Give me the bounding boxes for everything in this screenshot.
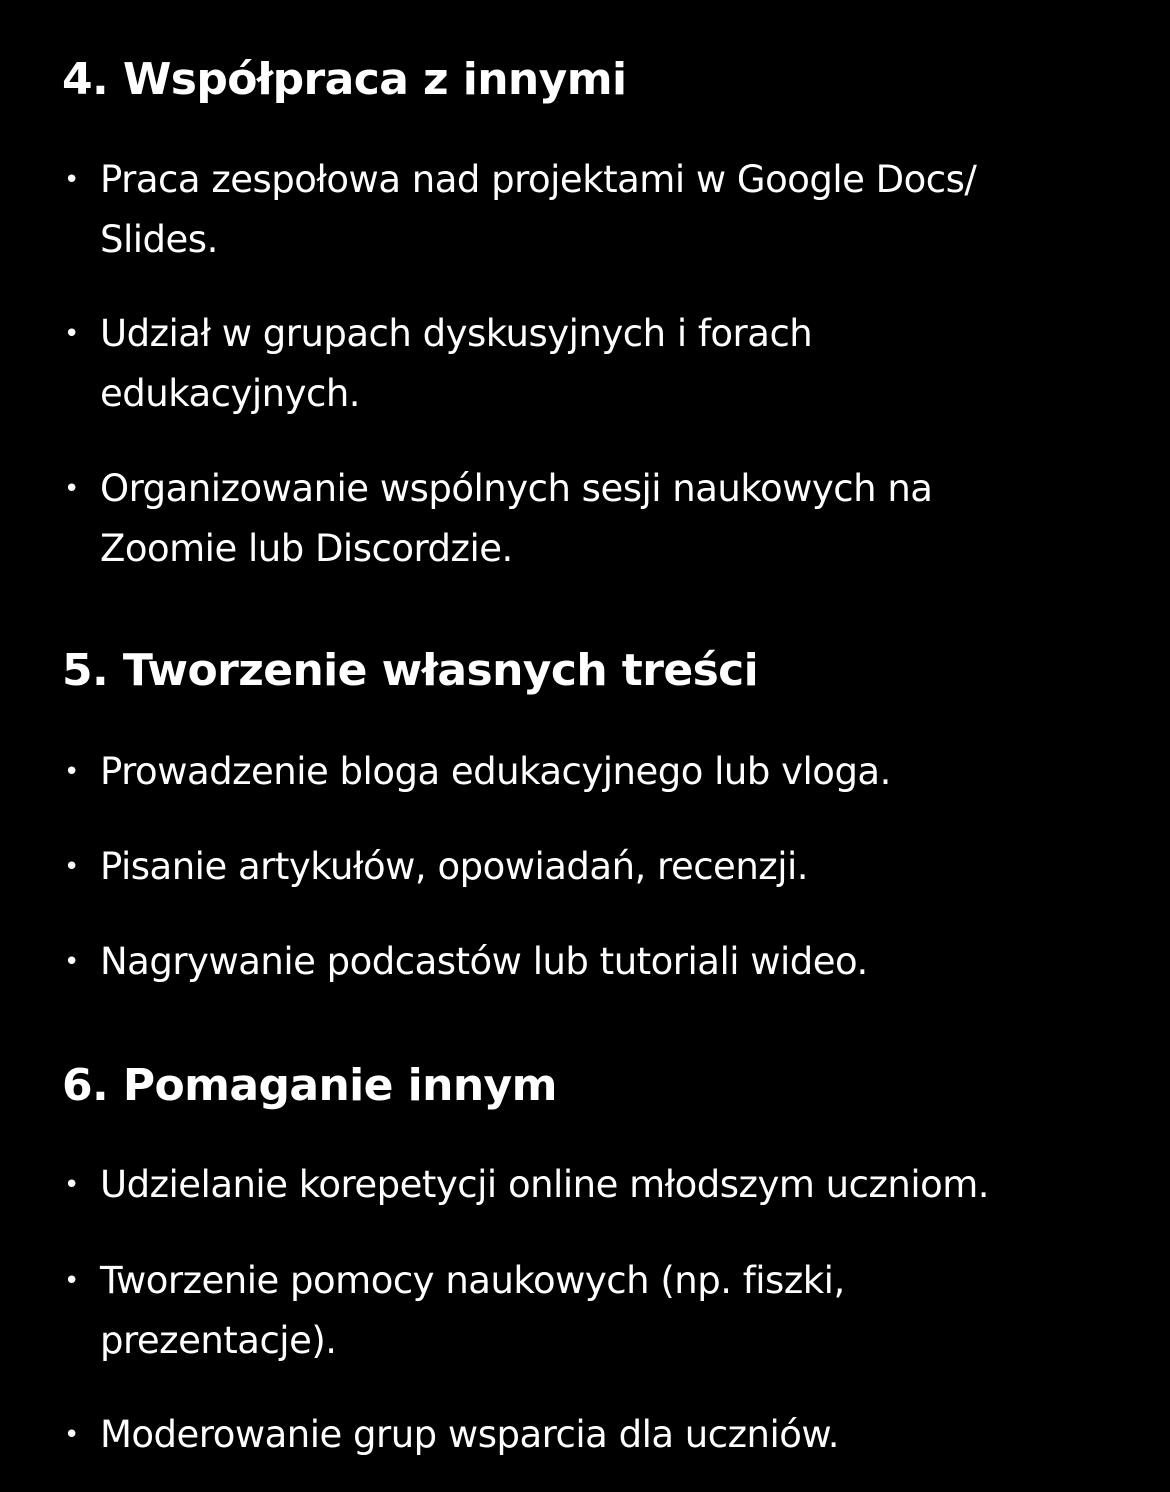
- bullet-icon: •: [64, 165, 80, 195]
- list-item-text-cont: edukacyjnych.: [100, 372, 361, 415]
- list-item: [62, 932, 1122, 992]
- list-item-text: Nagrywanie podcastów lub tutoriali wideo.: [100, 940, 868, 983]
- bullet-icon: •: [64, 1266, 80, 1296]
- list-item-text: Pisanie artykułów, opowiadań, recenzji.: [100, 845, 809, 888]
- list-item-text: Prowadzenie bloga edukacyjnego lub vloga.: [100, 750, 891, 793]
- list-item-text: Udział w grupach dyskusyjnych i forach: [100, 312, 813, 355]
- bullet-icon: •: [64, 1420, 80, 1450]
- bullet-icon: •: [64, 1170, 80, 1200]
- list-item: [62, 304, 1122, 424]
- bullet-icon: •: [64, 947, 80, 977]
- list-item: [62, 1251, 1122, 1371]
- list-item-text-cont: Slides.: [100, 218, 218, 261]
- list-item-text: Organizowanie wspólnych sesji naukowych na: [100, 467, 933, 510]
- list-item-text: Moderowanie grup wsparcia dla uczniów.: [100, 1413, 839, 1456]
- list-item: [62, 459, 1122, 579]
- bullet-icon: •: [64, 852, 80, 882]
- list-item: [62, 150, 1122, 270]
- list-item-text: Praca zespołowa nad projektami w Google Docs/: [100, 158, 977, 201]
- list-item: [62, 1155, 1122, 1215]
- list-item: [62, 742, 1122, 802]
- bullet-icon: •: [64, 474, 80, 504]
- list-item-text: Tworzenie pomocy naukowych (np. fiszki,: [100, 1259, 845, 1302]
- list-item-text-cont: prezentacje).: [100, 1319, 337, 1362]
- bullet-icon: •: [64, 319, 80, 349]
- list-item-text: Udzielanie korepetycji online młodszym uczniom.: [100, 1163, 990, 1206]
- list-item: [62, 1405, 1122, 1465]
- section-heading-6: 6. Pomaganie innym: [62, 1060, 557, 1111]
- list-item: [62, 837, 1122, 897]
- section-heading-4: 4. Współpraca z innymi: [62, 54, 627, 105]
- section-heading-5: 5. Tworzenie własnych treści: [62, 645, 759, 696]
- bullet-icon: •: [64, 757, 80, 787]
- list-item-text-cont: Zoomie lub Discordzie.: [100, 527, 513, 570]
